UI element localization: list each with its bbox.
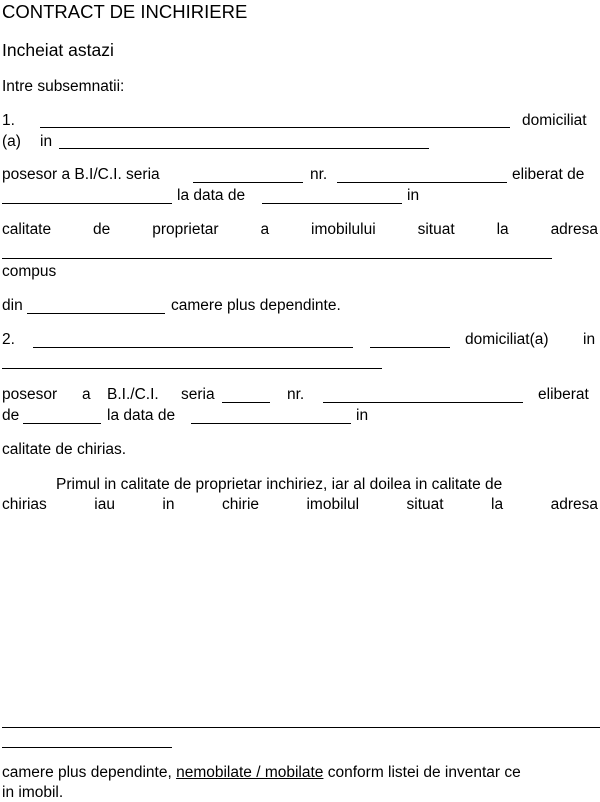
party2-role-label: calitate de chirias.	[2, 441, 127, 458]
word: situat	[406, 496, 444, 513]
party2-issuer-field[interactable]	[23, 423, 101, 424]
footer-prefix: camere plus dependinte,	[2, 764, 172, 781]
party1-id-number-field[interactable]	[337, 182, 507, 183]
word: adresa	[550, 221, 598, 238]
party2-issued-label: eliberat	[538, 386, 589, 403]
party1-id-label: posesor a B.I/C.I. seria	[2, 166, 160, 183]
word: adresa	[550, 496, 598, 513]
party1-domiciled-label: domiciliat	[522, 112, 587, 129]
word: proprietar	[152, 221, 219, 238]
party2-date-label: la data de	[107, 407, 176, 424]
word: imobilului	[311, 221, 376, 238]
word: de	[93, 221, 111, 238]
word: situat	[417, 221, 455, 238]
footer-line	[2, 764, 521, 782]
property-address-field[interactable]	[2, 258, 552, 259]
party2-id-series-field[interactable]	[222, 402, 270, 403]
word: calitate	[2, 221, 52, 238]
party2-id-word-3: seria	[181, 386, 215, 403]
party1-rooms-label: camere plus dependinte.	[171, 297, 341, 314]
party1-in2-label: in	[407, 187, 420, 204]
party1-in-label: in	[40, 133, 53, 150]
party2-in2-label: in	[356, 407, 369, 424]
word: imobilul	[306, 496, 360, 513]
party2-id-word-0: posesor	[2, 386, 58, 403]
word: chirias	[2, 496, 47, 513]
furnished-option[interactable]: nemobilate / mobilate	[176, 764, 324, 781]
word: chirie	[221, 496, 260, 513]
party2-id-word-1: a	[82, 386, 91, 403]
party1-name-field[interactable]	[40, 127, 510, 128]
party1-id-series-field[interactable]	[193, 182, 303, 183]
word: la	[496, 221, 509, 238]
party1-from-label: din	[2, 297, 23, 314]
party1-nr-label: nr.	[310, 166, 328, 183]
party1-issued-label: eliberat de	[512, 166, 585, 183]
party2-date-field[interactable]	[191, 423, 351, 424]
word: in	[162, 496, 175, 513]
word: iau	[94, 496, 115, 513]
party1-date-label: la data de	[177, 187, 246, 204]
party1-a-paren: (a)	[2, 133, 21, 150]
party1-role-line	[2, 221, 598, 239]
party2-extra-field[interactable]	[370, 347, 450, 348]
word: la	[491, 496, 504, 513]
rental-address-field[interactable]	[2, 727, 600, 728]
party2-address-field[interactable]	[2, 368, 382, 369]
party1-number: 1.	[2, 112, 15, 129]
party2-nr-label: nr.	[287, 386, 305, 403]
party2-in-label: in	[583, 331, 596, 348]
clause-line1: Primul in calitate de proprietar inchiriez, iar al doilea in calitate de	[56, 476, 503, 493]
party2-id-word-2: B.I./C.I.	[107, 386, 159, 403]
party1-issuer-field[interactable]	[2, 203, 172, 204]
party2-domiciled-label: domiciliat(a)	[465, 331, 549, 348]
party1-composed-label: compus	[2, 263, 57, 280]
rental-address-field-2[interactable]	[2, 747, 172, 748]
party2-de-label: de	[2, 407, 20, 424]
page-title: CONTRACT DE INCHIRIERE	[2, 1, 248, 22]
page-subtitle: Incheiat astazi	[2, 40, 114, 60]
party1-address-field[interactable]	[59, 148, 429, 149]
party2-name-field[interactable]	[33, 347, 353, 348]
party2-id-number-field[interactable]	[323, 402, 523, 403]
footer-suffix: conform listei de inventar ce	[327, 764, 521, 781]
intro-text: Intre subsemnatii:	[2, 78, 125, 95]
clause-line2	[2, 496, 598, 514]
rooms-count-field[interactable]	[27, 313, 165, 314]
footer-last: in imobil.	[2, 784, 64, 801]
word: a	[260, 221, 270, 238]
party2-number: 2.	[2, 331, 15, 348]
party1-date-field[interactable]	[262, 203, 402, 204]
